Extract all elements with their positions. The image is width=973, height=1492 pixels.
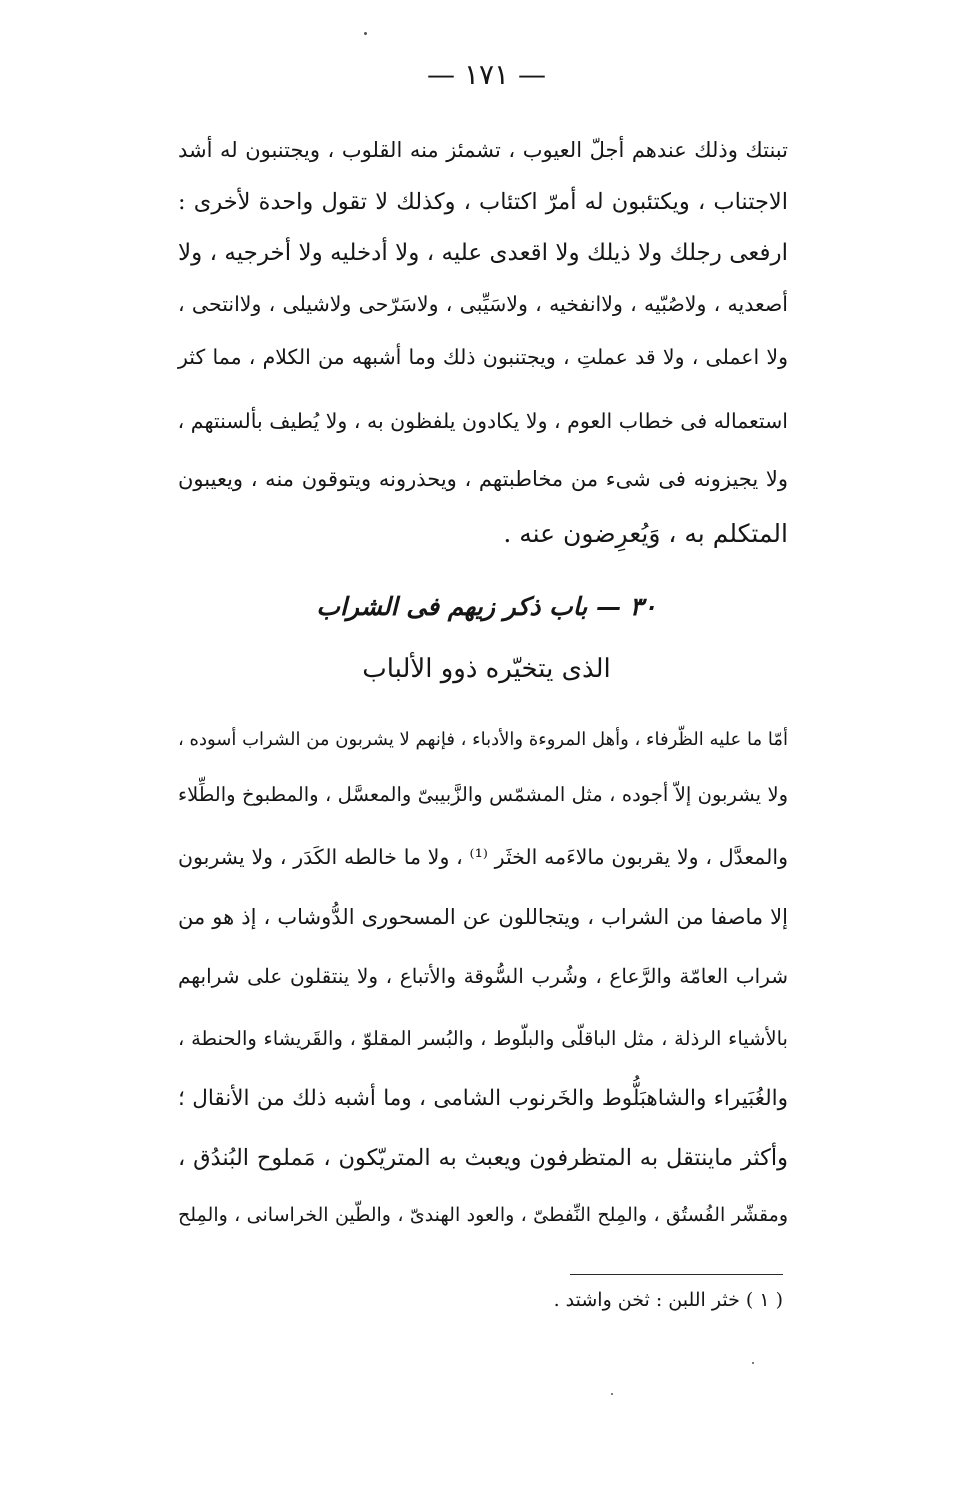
paragraph-line: شراب العامّة والرَّعاع ، وشُرب السُّوقة والأتباع ، ولا ينتقلون على شرابهم (178, 964, 788, 988)
footnote-divider (570, 1274, 783, 1275)
paragraph-line: ولا اعملى ، ولا قد عملتِ ، ويجتنبون ذلك وما أشبهه من الكلام ، مما كثر (178, 345, 788, 369)
paragraph-line: وأكثر ماينتقل به المتظرفون ويعبث به المتريّكون ، مَملوح البُندُق ، (178, 1145, 788, 1171)
paragraph-line: أمّا ما عليه الظّرفاء ، وأهل المروءة والأدباء ، فإنهم لا يشربون من الشراب أسوده ، (178, 729, 788, 750)
paragraph-line: إلا ماصفا من الشراب ، ويتجاللون عن المسحورى الدُّوشاب ، إذ هو من (178, 905, 788, 929)
paragraph-line: والغُبَيراء والشاهبَلُّوط والخَرنوب الشامى ، وما أشبه ذلك من الأنقال ؛ (178, 1086, 788, 1111)
section-heading: ٣٠ — باب ذكر زيهم فى الشراب (316, 592, 657, 621)
footnote: ( ١ ) خثر اللبن : ثخن واشتد . (553, 1289, 783, 1311)
page-number: — ١٧١ — (427, 58, 546, 91)
paragraph-line: ومقشّر الفُستُق ، والمِلح النِّفطىّ ، والعود الهندىّ ، والطّين الخراسانى ، والمِلح (178, 1204, 788, 1226)
paragraph-line: بالأشياء الرذلة ، مثل الباقلّى والبلّوط ، والبُسر المقلوّ ، والقَريشاء والحنطة ، (178, 1027, 788, 1050)
paragraph-line: والمعدَّل ، ولا يقربون مالاءَمه الخثَر ⁽¹⁾ ، ولا ما خالطه الكَدَر ، ولا يشربون (178, 845, 788, 869)
paragraph-line: الاجتناب ، ويكتئبون له أمرّ اكتئاب ، وكذلك لا تقول واحدة لأخرى : (178, 189, 788, 215)
scan-speck (611, 1393, 613, 1395)
scan-speck (752, 1362, 754, 1364)
paragraph-line: المتكلم به ، وَيُعرِضون عنه . (503, 519, 788, 548)
paragraph-line: استعماله فى خطاب العوم ، ولا يكادون يلفظون به ، ولا يُطيف بألسنتهم ، (177, 409, 788, 433)
paragraph-line: تبنتك وذلك عندهم أجلّ العيوب ، تشمئز منه القلوب ، ويجتنبون له أشد (178, 138, 788, 162)
section-subheading: الذى يتخيّره ذوو الألباب (362, 654, 611, 684)
paragraph-line: أصعديه ، ولاصُبّيه ، ولاانفخيه ، ولاسَيِّبى ، ولاسَرّحى ولاشيلى ، ولاانتحى ، (178, 292, 788, 316)
scan-speck (364, 32, 367, 35)
paragraph-line: ولا يشربون إلاّ أجوده ، مثل المشمّس والزَّبيبىّ والمعسَّل ، والمطبوخ والطِّلاء (178, 783, 788, 806)
paragraph-line: ولا يجيزونه فى شىء من مخاطبتهم ، ويحذرونه ويتوقون منه ، ويعيبون (178, 467, 788, 491)
paragraph-line: ارفعى رجلك ولا ذيلك ولا اقعدى عليه ، ولا أدخليه ولا أخرجيه ، ولا (178, 240, 788, 266)
